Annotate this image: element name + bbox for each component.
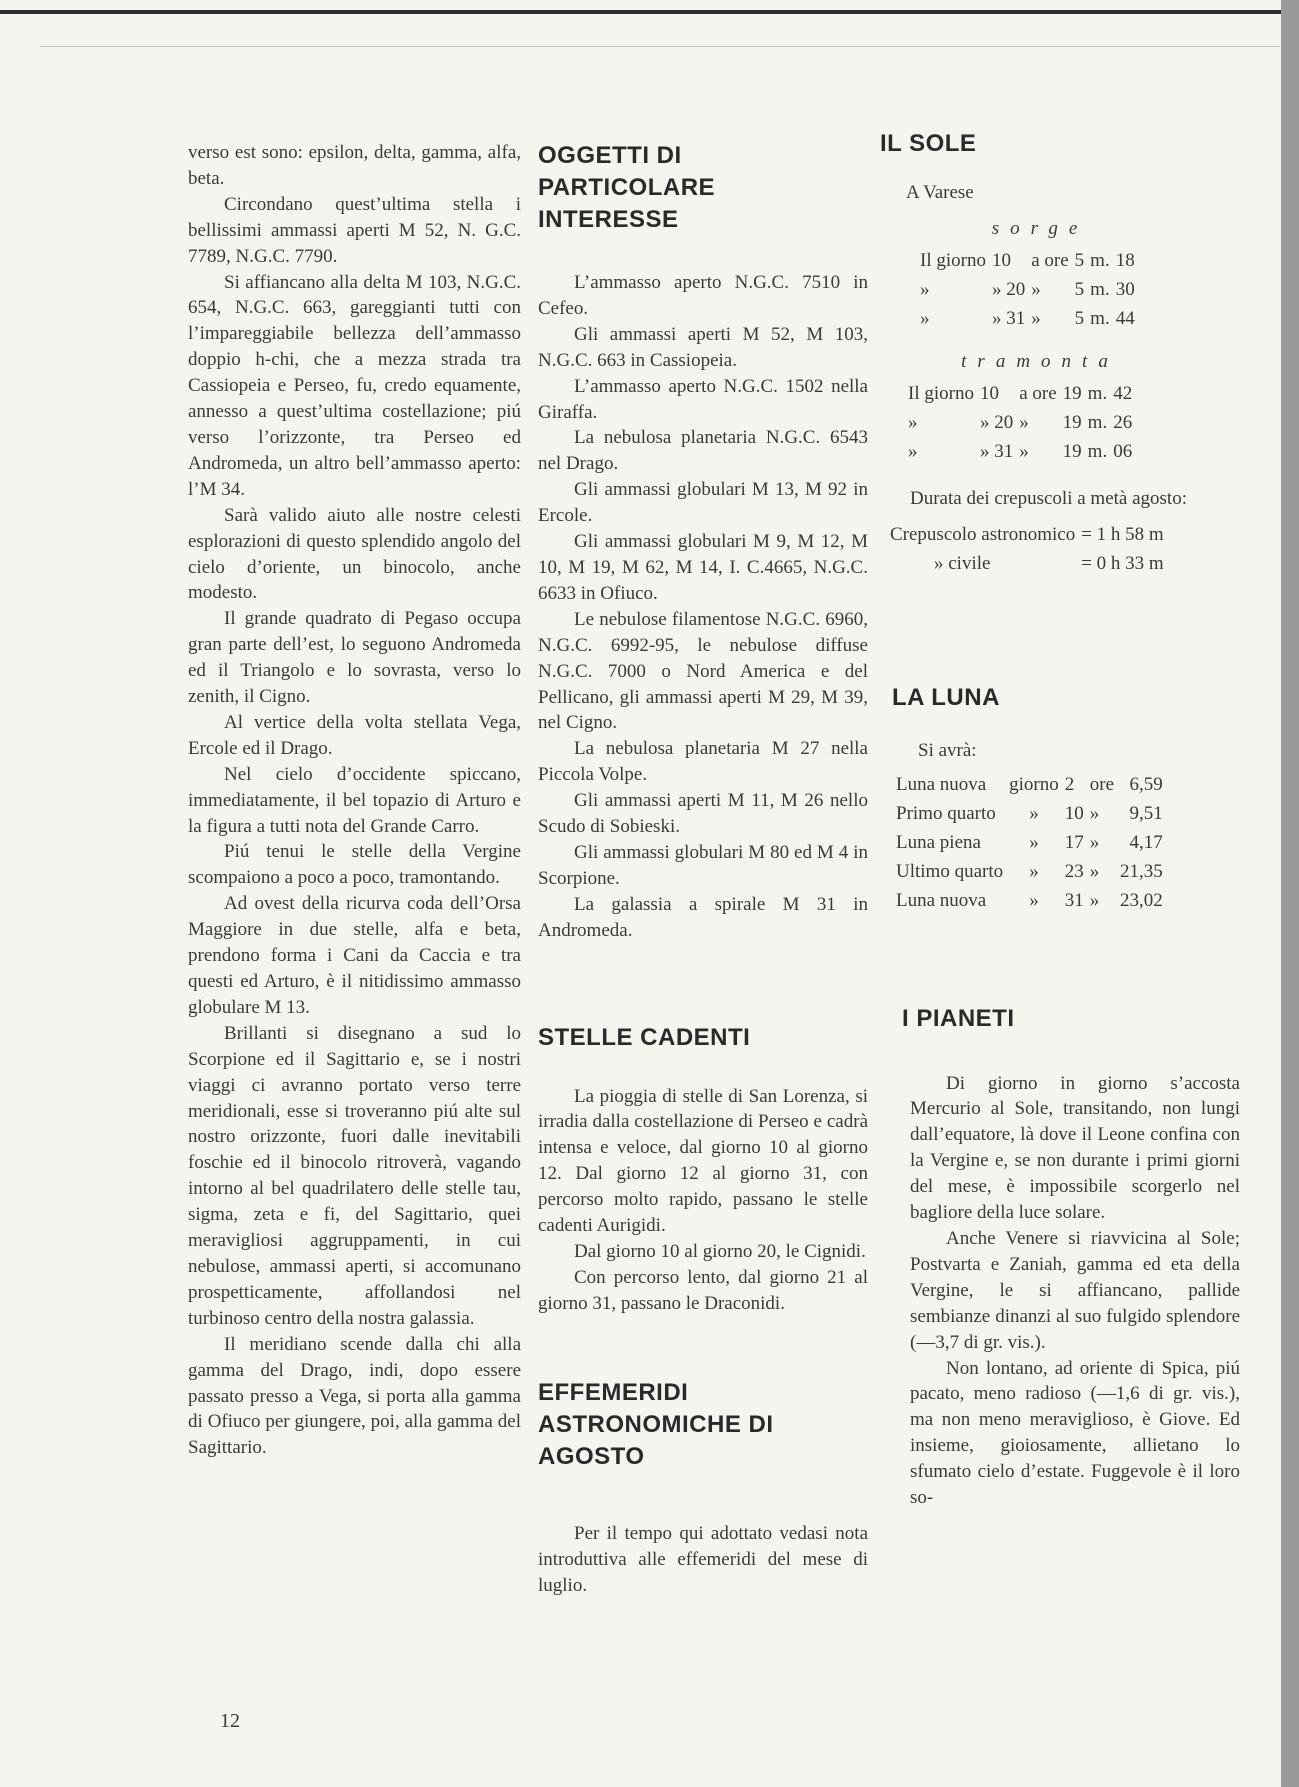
section-title-oggetti: OGGETTI DI PARTICOLARE INTERESSE (538, 142, 716, 233)
cell: » 20 (991, 278, 1026, 300)
paragraph: Gli ammassi aperti M 11, M 26 nello Scudo di Sobieski. (538, 790, 868, 838)
cell: » (920, 278, 930, 300)
cell: = 0 h 33 m (1081, 552, 1164, 574)
paragraph: Brillanti si disegnano a sud lo Scorpione ed il Sagittario e, se i nostri viaggi ci avranno portato verso terre meridionali, esse si troveranno piú alte sul nostro orizzonte, fuori dalle inevitabili foschie ed il binocolo ritroverà, vagando intorno al bel quadrilatero delle stelle tau, sigma, zeta e fi, del Sagittario, quei meravigliosi aggruppamenti, in cui nebulose, ammassi aperti, si accomunano prospetticamente, affollandosi nel turbinoso centro della nostra galassia. (188, 1022, 521, 1329)
sorge-table (920, 246, 1141, 333)
cell: » civile (934, 552, 991, 574)
cell: 2 (1064, 773, 1075, 795)
paragraph: Sarà valido aiuto alle nostre celesti esplorazioni di questo splendido angolo del cielo d’oriente, un binocolo, anche modesto. (188, 504, 521, 604)
paragraph: L’ammasso aperto N.G.C. 1502 nella Giraffa. (538, 375, 868, 423)
paragraph: Ad ovest della ricurva coda dell’Orsa Maggiore in due stelle, alfa e beta, prendono forma i Cani da Caccia e tra questi ed Arturo, è il nitidissimo ammasso globulare M 13. (188, 893, 521, 1018)
crepuscoli-text: Durata dei crepuscoli a metà agosto: (910, 487, 1187, 509)
cell: m. (1090, 278, 1110, 300)
paragraph: Il meridiano scende dalla chi alla gamma del Drago, indi, dopo essere passato presso a Vega, si porta alla gamma di Ofiuco per giungere, poi, alla gamma del Sagittario. (188, 1333, 521, 1459)
cell: » (1029, 860, 1039, 882)
cell: » (1019, 411, 1029, 433)
cell: Il giorno (920, 249, 986, 271)
cell: m. (1087, 440, 1108, 462)
table-row (908, 379, 1138, 408)
cell: Crepuscolo astronomico (890, 523, 1076, 545)
cell: » (1031, 307, 1041, 329)
cell: » (1031, 278, 1041, 300)
paragraph: Con percorso lento, dal giorno 21 al giorno 31, passano le Draconidi. (538, 1266, 868, 1314)
paragraph: La pioggia di stelle di San Lorenza, si irradia dalla costellazione di Perseo e cadrà intensa e veloce, dal giorno 10 al giorno 12. Dal giorno 12 al giorno 31, con percorso molto rapido, passano le stelle cadenti Aurigidi. (538, 1085, 868, 1237)
column-1 (188, 140, 521, 1461)
cell: 31 (1064, 889, 1084, 911)
cell: 21,35 (1120, 860, 1163, 882)
paragraph: Gli ammassi globulari M 9, M 12, M 10, M 19, M 62, M 14, I. C.4665, N.G.C. 6633 in Ofiuco. (538, 531, 868, 604)
paragraph: Per il tempo qui adottato vedasi nota introduttiva alle effemeridi del mese di luglio. (538, 1522, 868, 1596)
column-3 (880, 128, 1240, 1511)
table-row (890, 520, 1170, 549)
cell: Luna nuova (896, 773, 987, 795)
cell: » (1089, 802, 1100, 824)
paragraph: Piú tenui le stelle della Vergine scompaiono a poco a poco, tramontando. (188, 841, 521, 889)
page-edge-shadow (1281, 0, 1299, 1787)
table-row (896, 799, 1169, 828)
cell: 23,02 (1120, 889, 1163, 911)
table-row (908, 437, 1138, 466)
cell: 5 (1074, 278, 1085, 300)
cell: Luna piena (896, 831, 981, 853)
table-row (920, 275, 1141, 304)
paragraph: Anche Venere si riavvicina al Sole; Postvarta e Zaniah, gamma ed eta della Vergine, le si affiancano, pallide sembianze dinanzi al suo fulgido splendore (—3,7 di gr. vis.). (910, 1227, 1240, 1353)
paragraph: La nebulosa planetaria N.G.C. 6543 nel Drago. (538, 427, 868, 475)
table-row (896, 770, 1169, 799)
cell: 18 (1115, 249, 1135, 271)
cell: 26 (1113, 411, 1133, 433)
top-rule-thin (40, 46, 1280, 47)
paragraph: Il grande quadrato di Pegaso occupa gran parte dell’est, lo seguono Andromeda ed il Triangolo e lo sovrasta, verso lo zenith, il Cigno. (188, 608, 521, 708)
cell: » (908, 411, 918, 433)
page-number: 12 (220, 1710, 240, 1732)
cell: 17 (1064, 831, 1084, 853)
cell: 42 (1113, 382, 1133, 404)
table-row (896, 828, 1169, 857)
crepuscoli-table (890, 520, 1170, 578)
paragraph: L’ammasso aperto N.G.C. 7510 in Cefeo. (538, 272, 868, 319)
cell: » (1089, 889, 1100, 911)
section-title-stelle-cadenti: STELLE CADENTI (538, 1023, 751, 1051)
sorge-label: sorge (991, 217, 1089, 239)
column-2 (538, 140, 868, 1598)
table-row (896, 886, 1169, 915)
table-row (920, 304, 1141, 333)
paragraph: Gli ammassi aperti M 52, M 103, N.G.C. 663 in Cassiopeia. (538, 323, 868, 371)
cell: » (1029, 802, 1039, 824)
paragraph: Dal giorno 10 al giorno 20, le Cignidi. (574, 1241, 866, 1262)
cell: 44 (1115, 307, 1135, 329)
paragraph: Non lontano, ad oriente di Spica, piú pacato, meno radioso (—1,6 di gr. vis.), ma non meno meraviglioso, è Giove. Ed insieme, gioiosamente, allietano lo sfumato cielo d’estate. Fuggevole è il loro so- (910, 1357, 1240, 1509)
cell: m. (1090, 249, 1110, 271)
paragraph: La nebulosa planetaria M 27 nella Piccola Volpe. (538, 738, 868, 786)
cell: 10 (979, 382, 999, 404)
cell: » (1089, 860, 1100, 882)
cell: Ultimo quarto (896, 860, 1004, 882)
cell: m. (1087, 382, 1108, 404)
paragraph: Gli ammassi globulari M 13, M 92 in Ercole. (538, 479, 868, 527)
paragraph: verso est sono: epsilon, delta, gamma, alfa, beta. (188, 142, 521, 189)
paragraph: La galassia a spirale M 31 in Andromeda. (538, 893, 868, 941)
table-row (908, 408, 1138, 437)
cell: 06 (1113, 440, 1133, 462)
table-row (896, 857, 1169, 886)
cell: 19 (1062, 411, 1082, 433)
cell: 5 (1074, 249, 1085, 271)
section-title-pianeti: I PIANETI (902, 1004, 1015, 1032)
cell: 19 (1062, 440, 1082, 462)
cell: » (920, 307, 930, 329)
paragraph: Al vertice della volta stellata Vega, Ercole ed il Drago. (188, 711, 521, 759)
cell: m. (1087, 411, 1108, 433)
cell: » (1029, 889, 1039, 911)
tramonta-table (908, 379, 1138, 466)
cell: = 1 h 58 m (1081, 523, 1164, 545)
cell: 19 (1062, 382, 1082, 404)
cell: m. (1090, 307, 1110, 329)
cell: 10 (1064, 802, 1084, 824)
section-title-luna: LA LUNA (892, 683, 1000, 711)
cell: » (908, 440, 918, 462)
cell: » (1019, 440, 1029, 462)
section-title-effemeridi: EFFEMERIDI ASTRONOMICHE DI AGOSTO (538, 1378, 774, 1470)
cell: Primo quarto (896, 802, 996, 824)
paragraph: Di giorno in giorno s’accosta Mercurio al Sole, transitando, non lungi dall’equatore, là dove il Leone confina con la Vergine e, se non durante i primi giorni del mese, è impossibile scorgerlo nel bagliore della luce solare. (910, 1072, 1240, 1224)
cell: » 20 (979, 411, 1014, 433)
cell: 5 (1074, 307, 1085, 329)
cell: Luna nuova (896, 889, 987, 911)
cell: » 31 (979, 440, 1014, 462)
cell: 9,51 (1129, 802, 1163, 824)
cell: » 31 (991, 307, 1026, 329)
paragraph: Le nebulose filamentose N.G.C. 6960, N.G.C. 6992-95, le nebulose diffuse N.G.C. 7000 o Nord America e del Pellicano, gli ammassi aperti M 29, M 39, nel Cigno. (538, 608, 868, 734)
section-title-sole: IL SOLE (880, 130, 977, 157)
paragraph: Si affiancano alla delta M 103, N.G.C. 654, N.G.C. 663, gareggianti tutti con l’impareggiabile bellezza dell’ammasso doppio h-chi, che a mezza strada tra Cassiopeia e Perseo, fu, credo equamente, annesso a quest’ultima costellazione; piú verso l’orizzonte, tra Perseo ed Andromeda, un altro bell’ammasso aperto: l’M 34. (188, 271, 521, 500)
cell: giorno (1009, 773, 1059, 795)
luna-intro: Si avrà: (918, 739, 977, 761)
paragraph: Gli ammassi globulari M 80 ed M 4 in Scorpione. (538, 841, 868, 889)
cell: a ore (1031, 249, 1069, 271)
cell: 10 (991, 249, 1011, 271)
cell: 23 (1064, 860, 1084, 882)
cell: » (1029, 831, 1039, 853)
table-row (920, 246, 1141, 275)
cell: » (1089, 831, 1100, 853)
luna-table (896, 770, 1169, 915)
top-rule (0, 10, 1299, 14)
cell: 30 (1115, 278, 1135, 300)
paragraph: Circondano quest’ultima stella i bellissimi ammassi aperti M 52, N. G.C. 7789, N.G.C. 7790. (188, 193, 521, 267)
table-row (890, 549, 1170, 578)
sole-place: A Varese (906, 182, 974, 203)
cell: a ore (1019, 382, 1057, 404)
cell: Il giorno (908, 382, 974, 404)
cell: ore (1089, 773, 1115, 795)
cell: 4,17 (1129, 831, 1163, 853)
paragraph: Nel cielo d’occidente spiccano, immediatamente, il bel topazio di Arturo e la figura a tutti nota del Grande Carro. (188, 763, 521, 837)
cell: 6,59 (1129, 773, 1163, 795)
tramonta-label: tramonta (961, 350, 1119, 372)
